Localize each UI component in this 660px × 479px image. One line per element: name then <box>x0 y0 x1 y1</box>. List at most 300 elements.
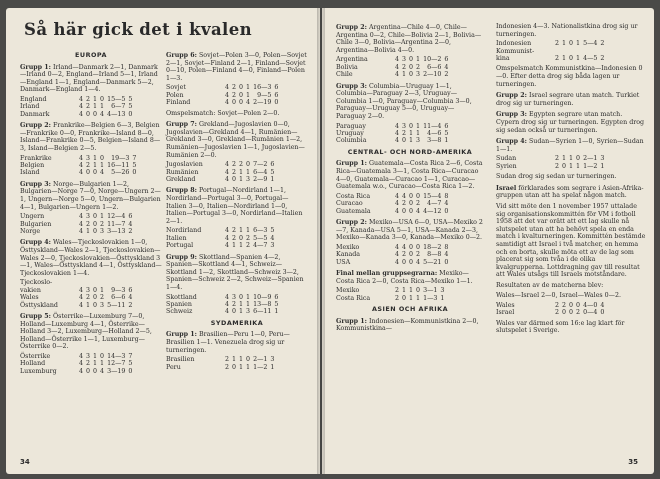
standings-cell: 3 <box>86 213 91 221</box>
standings-cell: 11—4 <box>423 122 442 130</box>
standings-cell: 4 <box>79 103 84 111</box>
team-name: Jugoslavien <box>166 161 203 169</box>
result-text: Norge—Bulgarien 1—2, Bulgarien—Norge 7—0, Norge—Ungern 2—1, Ungern—Norge 5—0, Ungern—Bulgarien 4—1, Bulgarien—Ungern 1—2. <box>20 180 161 211</box>
result-text: Österrike—Luxemburg 7—0, Holland—Luxemburg 4—1, Österrike—Holland 3—2, Luxemburg—Holland 2—5, Holland—Österrike 1—1, Luxemburg—Österrike 0—2. <box>20 312 152 351</box>
standings-cell: 3—19 <box>107 367 126 375</box>
standings-cell: 2 <box>232 300 237 308</box>
standings-cell <box>83 279 90 286</box>
standings-row <box>336 208 448 215</box>
standings-table <box>166 356 274 371</box>
standings-cell: 12—4 <box>107 213 126 221</box>
standings-cell: 3 <box>600 155 605 163</box>
standings-cell: 0 <box>402 294 407 302</box>
standings-row <box>20 360 132 367</box>
standings-cell: 4 <box>395 200 400 208</box>
standings-cell: 0 <box>128 367 133 375</box>
standings-cell: 0 <box>93 213 98 221</box>
team-name: Island <box>20 169 40 177</box>
standings-cell: 0 <box>246 356 251 364</box>
standings-table <box>336 56 448 78</box>
standings-cell: 4 <box>225 242 230 250</box>
column-1 <box>20 48 162 376</box>
standings-cell: 1 <box>576 162 581 170</box>
standings-cell: 4 <box>395 129 400 137</box>
standings-row <box>20 169 136 176</box>
standings-cell: 6—6 <box>111 294 126 302</box>
standings-cell: 7 <box>132 154 137 162</box>
standings-cell: 3 <box>86 154 91 162</box>
standings-cell: 1 <box>246 227 251 235</box>
standings-cell: 4 <box>395 137 400 145</box>
standings-cell: 1 <box>93 154 98 162</box>
standings-cell: 0 <box>409 71 414 79</box>
standings-cell: 4 <box>395 63 400 71</box>
standings-row <box>496 48 604 55</box>
result-paragraph <box>336 160 484 190</box>
group-label: Grupp 1: <box>166 331 197 339</box>
standings-cell: 0 <box>93 301 98 309</box>
team-name: Östtyskland <box>20 301 58 309</box>
standings-cell: 0 <box>239 91 244 99</box>
group-label: Grupp 1: <box>336 317 367 325</box>
standings-cell: 0 <box>416 287 421 295</box>
result-text: Vid sitt möte den 1 november 1957 uttalade sig organisationskommittén för VM i fotboll 1958 att det var orätt att ett lag skulle nå slutspelet utan att ha behövt spela en enda match i kvalturneringen. Kommittén bestämde samtidigt att Israel i två matcher, en hemma och en borta, skulle möta ett av de lag som placerat sig som tvåa i de olika kvalgrupperna. Lottdragning gav till resultat att Wales utsågs till Israels motståndare. <box>496 202 646 279</box>
standings-row <box>336 193 448 200</box>
standings-row <box>20 294 132 301</box>
standings-cell: 0 <box>409 63 414 71</box>
result-paragraph <box>496 92 646 107</box>
group-label: Grupp 3: <box>20 180 51 188</box>
standings-row <box>166 356 274 363</box>
standings-cell: 0 <box>128 110 133 118</box>
standings-cell: 1 <box>274 308 279 316</box>
result-paragraph <box>336 219 484 242</box>
result-paragraph <box>20 122 162 152</box>
standings-table <box>336 123 448 145</box>
result-text: Sovjet—Polen 3—0, Polen—Sovjet 2—1, Sovjet—Finland 2—1, Finland—Sovjet 0—10, Polen—Finland 4—0, Finland—Polen 1—3. <box>166 52 307 82</box>
team-name: Mexiko <box>336 243 360 251</box>
group-label: Grupp 4: <box>20 239 51 247</box>
standings-cell: 5 <box>132 161 137 169</box>
standings-cell: 15—5 <box>107 95 126 103</box>
standings-cell: 0 <box>402 207 407 215</box>
group-label: Grupp 7: <box>166 121 197 129</box>
standings-row <box>20 213 132 220</box>
standings-cell: 2 <box>444 71 449 79</box>
standings-cell: 4 <box>246 99 251 107</box>
standings-cell: 4 <box>128 294 133 302</box>
group-label: Grupp 3: <box>496 111 527 119</box>
standings-cell: 0 <box>132 169 137 177</box>
standings-cell: 0 <box>444 207 449 215</box>
standings-cell: 3 <box>246 175 251 183</box>
standings-cell: 4 <box>395 243 400 251</box>
standings-cell: 4 <box>225 308 230 316</box>
standings-cell: 5—4 <box>583 40 598 48</box>
result-text: Egypten segrare utan match. Cypern drog sig ur turneringen. Egypten drog sig sedan också ur turneringen. <box>496 111 645 134</box>
standings-cell: 4 <box>225 227 230 235</box>
page-number-right: 35 <box>628 458 638 466</box>
team-name: Syrien <box>496 162 517 170</box>
standings-row <box>336 64 448 71</box>
standings-cell: 0 <box>93 169 98 177</box>
standings-cell: 1 <box>409 287 414 295</box>
standings-cell: 1 <box>246 300 251 308</box>
standings-cell: 14—3 <box>107 352 126 360</box>
standings-cell: 7—2 <box>253 161 268 169</box>
standings-row <box>496 302 604 309</box>
standings-cell: 6—3 <box>253 227 268 235</box>
standings-cell: 0 <box>402 258 407 266</box>
standings-cell: 1 <box>93 352 98 360</box>
standings-cell: 5—5 <box>253 234 268 242</box>
team-name: Frankrike <box>20 154 52 162</box>
standings-cell: 0 <box>569 309 574 317</box>
standings-cell: 4—5 <box>583 55 598 62</box>
standings-cell: 4 <box>416 207 421 215</box>
standings-row <box>166 92 278 99</box>
result-paragraph <box>336 270 484 285</box>
standings-cell: 3 <box>86 286 91 294</box>
standings-cell: 3—1 <box>423 287 438 295</box>
standings-cell: 5 <box>128 95 133 103</box>
result-paragraph <box>336 318 484 333</box>
result-text: Wales var därmed som 16:e lag klart för slutspelet i Sverige. <box>496 319 625 335</box>
standings-cell: 15—4 <box>423 192 442 200</box>
standings-cell: 2 <box>555 40 560 48</box>
result-text: Indonesien 4—3. Nationalistkina drog sig ur turneringen. <box>496 23 638 38</box>
standings-cell: 0 <box>86 169 91 177</box>
result-paragraph <box>496 203 646 279</box>
team-name: Irland <box>20 103 40 111</box>
standings-cell: 4 <box>395 71 400 79</box>
standings-row <box>20 228 132 235</box>
result-text: Guatemala—Costa Rica 2—6, Costa Rica—Guatemala 3—1, Costa Rica—Curacao 4—0, Guatemala—Curacao 1—1, Curacao—Guatemala w.o., Curacao—Costa Rica 1—2. <box>336 160 483 191</box>
team-name: Guatemala <box>336 207 371 215</box>
standings-cell: 1 <box>239 227 244 235</box>
standings-cell: 2 <box>402 251 407 259</box>
standings-cell: 2 <box>128 301 133 309</box>
standings-cell: 1 <box>86 227 91 235</box>
standings-cell: 6—7 <box>111 103 126 111</box>
section-heading: ASIEN OCH AFRIKA <box>371 304 449 313</box>
standings-cell: 3 <box>100 301 105 309</box>
team-name: Österrike <box>20 352 51 360</box>
standings-cell: 1 <box>402 71 407 79</box>
standings-cell: 6—6 <box>427 63 442 71</box>
standings-cell: 2 <box>232 84 237 92</box>
standings-cell: 1 <box>246 168 251 176</box>
standings-cell: 3 <box>270 356 275 364</box>
standings-cell: 4 <box>79 95 84 103</box>
standings-cell: 4 <box>79 360 84 368</box>
standings-row <box>496 40 604 47</box>
standings-cell: 0 <box>246 161 251 169</box>
standings-cell: 2 <box>225 363 230 371</box>
standings-cell: 3 <box>416 137 421 145</box>
standings-cell: 1 <box>416 294 421 302</box>
standings-cell: 0 <box>562 309 567 317</box>
group-label: Grupp 2: <box>20 122 51 130</box>
standings-cell: 4 <box>395 207 400 215</box>
group-label: Grupp 2: <box>336 24 367 31</box>
result-paragraph <box>496 23 646 38</box>
result-text: Sudan drog sig sedan ur turneringen. <box>496 173 617 181</box>
standings-table <box>496 40 604 62</box>
standings-cell: 1 <box>246 363 251 371</box>
team-name: vakien <box>20 286 41 294</box>
team-name: Chile <box>336 71 353 79</box>
standings-cell: 4 <box>444 63 449 71</box>
standings-cell: 2 <box>232 168 237 176</box>
team-name: Indonesien <box>496 40 532 48</box>
team-name: Columbia <box>336 137 367 145</box>
standings-cell: 5 <box>128 360 133 368</box>
standings-cell: 1 <box>569 155 574 163</box>
standings-cell: 4 <box>395 122 400 130</box>
standings-cell: 5—26 <box>111 169 130 177</box>
standings-cell: 1 <box>93 95 98 103</box>
standings-cell: 4 <box>225 84 230 92</box>
standings-cell: 4 <box>79 301 84 309</box>
result-text: Israel segrare utan match. Turkiet drog sig ur turneringen. <box>496 92 640 107</box>
result-text: Indonesien—Kommunistkina 2—0, Kommunistkina— <box>336 317 479 333</box>
standings-cell: 5 <box>128 103 133 111</box>
standings-cell: 5 <box>270 227 275 235</box>
standings-cell: 0 <box>569 55 574 62</box>
standings-cell: 4 <box>79 227 84 235</box>
section-heading: SYDAMERIKA <box>210 318 264 327</box>
standings-cell: 2 <box>600 55 605 62</box>
standings-table <box>20 353 132 375</box>
standings-row <box>496 55 604 62</box>
result-text: Sudan—Syrien 1—0, Syrien—Sudan 1—1. <box>496 138 644 153</box>
standings-cell: 0 <box>409 122 414 130</box>
standings-cell: 1—2 <box>583 162 598 170</box>
team-name: Costa Rica <box>336 192 371 200</box>
standings-cell: 2 <box>232 161 237 169</box>
standings-cell: 10—9 <box>253 293 272 301</box>
standings-cell: 1 <box>402 287 407 295</box>
standings-cell: 3—13 <box>107 227 126 235</box>
standings-row <box>496 155 604 162</box>
standings-cell: 4 <box>395 56 400 64</box>
standings-row <box>166 227 274 234</box>
result-text: Omspelsmatch: Sovjet—Polen 2—0. <box>166 109 280 117</box>
standings-cell: 1 <box>409 294 414 302</box>
result-paragraph <box>166 121 308 159</box>
standings-cell: 2 <box>232 234 237 242</box>
result-paragraph <box>20 239 162 277</box>
standings-cell: 0 <box>409 258 414 266</box>
standings-cell: 0 <box>409 56 414 64</box>
result-text: Mexiko—USA 6—0, USA—Mexiko 2—7, Kanada—USA 5—1, USA—Kanada 2—3, Mexiko—Kanada 3—0, Kanada—Mexiko 0—2. <box>336 218 483 242</box>
standings-cell: 1 <box>246 84 251 92</box>
standings-cell: 4 <box>79 367 84 375</box>
team-name: Luxemburg <box>20 367 57 375</box>
standings-cell: 0 <box>232 308 237 316</box>
standings-row <box>336 259 448 266</box>
standings-cell: 1 <box>100 161 105 169</box>
standings-cell: 6 <box>274 91 279 99</box>
standings-cell: 0 <box>93 367 98 375</box>
standings-cell: 3 <box>402 56 407 64</box>
standings-table <box>20 279 132 309</box>
standings-cell: 1 <box>239 308 244 316</box>
standings-row <box>20 302 132 309</box>
standings-cell: 0 <box>93 227 98 235</box>
result-paragraph <box>20 313 162 351</box>
team-name: England <box>20 95 47 103</box>
team-name: Wales <box>496 302 515 310</box>
standings-cell: 4 <box>79 161 84 169</box>
standings-cell <box>566 48 573 55</box>
result-text: Columbia—Uruguay 1—1, Columbia—Paraguay 2—3, Uruguay—Columbia 1—0, Paraguay—Columbia 3—0, Paraguay—Uruguay 5—0, Uruguay—Paraguay 2—0. <box>336 82 472 120</box>
result-text: Skottland—Spanien 4—2, Spanien—Skottland 4—1, Schweiz—Skottland 1—2, Skottland—Schweiz 3—2, Spanien—Schweiz 2—2, Schweiz—Spanien 1—4. <box>166 253 304 291</box>
standings-cell: 1—3 <box>423 294 438 302</box>
result-paragraph <box>336 24 484 54</box>
standings-cell <box>559 48 566 55</box>
standings-cell: 0 <box>93 220 98 228</box>
standings-cell: 0 <box>600 309 605 317</box>
team-name: Bolivia <box>336 63 358 71</box>
result-paragraph <box>166 187 308 225</box>
result-paragraph <box>20 64 162 94</box>
group-label: Grupp 2: <box>496 92 527 100</box>
standings-row <box>496 163 604 170</box>
standings-cell: 0 <box>569 302 574 310</box>
standings-cell <box>580 48 597 55</box>
standings-table <box>336 287 444 302</box>
standings-cell: 4 <box>79 220 84 228</box>
standings-cell: 3 <box>270 242 275 250</box>
team-name: Uruguay <box>336 129 364 137</box>
standings-cell: 3 <box>402 122 407 130</box>
team-name: Polen <box>166 91 184 99</box>
result-paragraph <box>166 52 308 82</box>
standings-cell: 2—9 <box>253 175 268 183</box>
group-label: Grupp 9: <box>166 253 197 261</box>
standings-cell: 2 <box>416 200 421 208</box>
standings-cell: 2 <box>395 287 400 295</box>
standings-cell: 0 <box>409 207 414 215</box>
standings-cell: 4 <box>416 258 421 266</box>
result-paragraph <box>496 65 646 88</box>
standings-cell: 2 <box>402 200 407 208</box>
standings-row <box>336 287 444 294</box>
standings-cell: 2 <box>246 242 251 250</box>
standings-cell: 2 <box>100 294 105 302</box>
standings-cell: 2—1 <box>583 155 598 163</box>
standings-cell: 4 <box>100 110 105 118</box>
standings-cell: 4 <box>225 300 230 308</box>
standings-cell: 7 <box>128 352 133 360</box>
standings-cell: 2 <box>555 162 560 170</box>
team-name: Sovjet <box>166 84 186 92</box>
standings-cell: 2 <box>576 309 581 317</box>
standings-cell: 6 <box>128 286 133 294</box>
standings-cell: 2 <box>100 220 105 228</box>
standings-row <box>20 111 132 118</box>
standings-cell: 5—21 <box>423 258 442 266</box>
result-text: Argentina—Chile 4—0, Chile—Argentina 0—2, Chile—Bolivia 2—1, Bolivia—Chile 3—0, Bolivia—Argentina 2—0, Argentina—Bolivia 4—0. <box>336 24 482 54</box>
standings-table <box>166 227 274 249</box>
standings-row <box>20 155 136 162</box>
standings-row <box>336 200 448 207</box>
standings-row <box>166 161 274 168</box>
standings-cell: 1 <box>562 40 567 48</box>
group-label: Israel <box>496 184 517 192</box>
standings-cell: 2 <box>246 234 251 242</box>
standings-cell: 1 <box>239 175 244 183</box>
standings-table <box>20 96 132 118</box>
standings-cell: 4—0 <box>583 302 598 310</box>
standings-cell: 3 <box>246 308 251 316</box>
team-name: Tjeckoslo- <box>20 279 53 287</box>
standings-cell: 4 <box>100 367 105 375</box>
standings-cell: 0 <box>416 192 421 200</box>
standings-cell: 0 <box>444 258 449 266</box>
standings-cell: 4—6 <box>427 129 442 137</box>
standings-cell <box>76 279 83 286</box>
standings-cell: 1 <box>93 161 98 169</box>
standings-cell: 8 <box>444 243 449 251</box>
standings-table <box>336 193 448 215</box>
standings-cell: 1 <box>600 162 605 170</box>
standings-cell: 0 <box>409 243 414 251</box>
standings-cell: 4 <box>79 294 84 302</box>
standings-cell: 2 <box>562 302 567 310</box>
standings-cell: 0 <box>239 234 244 242</box>
standings-cell: 3 <box>86 352 91 360</box>
column-4 <box>496 20 646 335</box>
standings-cell: 0 <box>232 99 237 107</box>
team-name: Danmark <box>20 110 50 118</box>
standings-row <box>336 295 444 302</box>
standings-cell: 2—10 <box>423 71 442 79</box>
standings-row <box>20 96 132 103</box>
team-name: kina <box>496 55 510 62</box>
group-label: Grupp 8: <box>166 187 197 195</box>
standings-row <box>336 244 448 251</box>
standings-cell: 2 <box>600 40 605 48</box>
standings-cell: 4 <box>79 154 84 162</box>
standings-cell: 0 <box>239 84 244 92</box>
standings-cell: 4 <box>225 99 230 107</box>
standings-cell: 1 <box>100 286 105 294</box>
standings-cell: 1 <box>409 129 414 137</box>
standings-cell: 5 <box>274 300 279 308</box>
result-text: Mexiko—Costa Rica 2—0, Costa Rica—Mexiko 1—1. <box>336 269 473 285</box>
standings-row <box>166 242 274 249</box>
result-text: Frankrike—Belgien 6—3, Belgien—Frankrike 0—0, Frankrike—Island 8—0, Island—Frankrike 0—5, Belgien—Island 8—3, Island—Belgien 2—5. <box>20 122 161 152</box>
team-name: Costa Rica <box>336 294 371 302</box>
standings-row <box>20 221 132 228</box>
standings-cell: 5 <box>270 168 275 176</box>
standings-cell: 0 <box>409 251 414 259</box>
result-paragraph <box>336 83 484 121</box>
standings-cell: 2 <box>555 302 560 310</box>
standings-cell: 0 <box>402 137 407 145</box>
team-name: Spanien <box>166 300 192 308</box>
standings-table <box>166 161 274 183</box>
standings-cell: 6—4 <box>253 168 268 176</box>
standings-cell: 4 <box>402 243 407 251</box>
standings-cell: 2 <box>86 161 91 169</box>
team-name: Rumänien <box>166 168 199 176</box>
standings-cell: 0 <box>86 367 91 375</box>
standings-cell: 3 <box>416 71 421 79</box>
